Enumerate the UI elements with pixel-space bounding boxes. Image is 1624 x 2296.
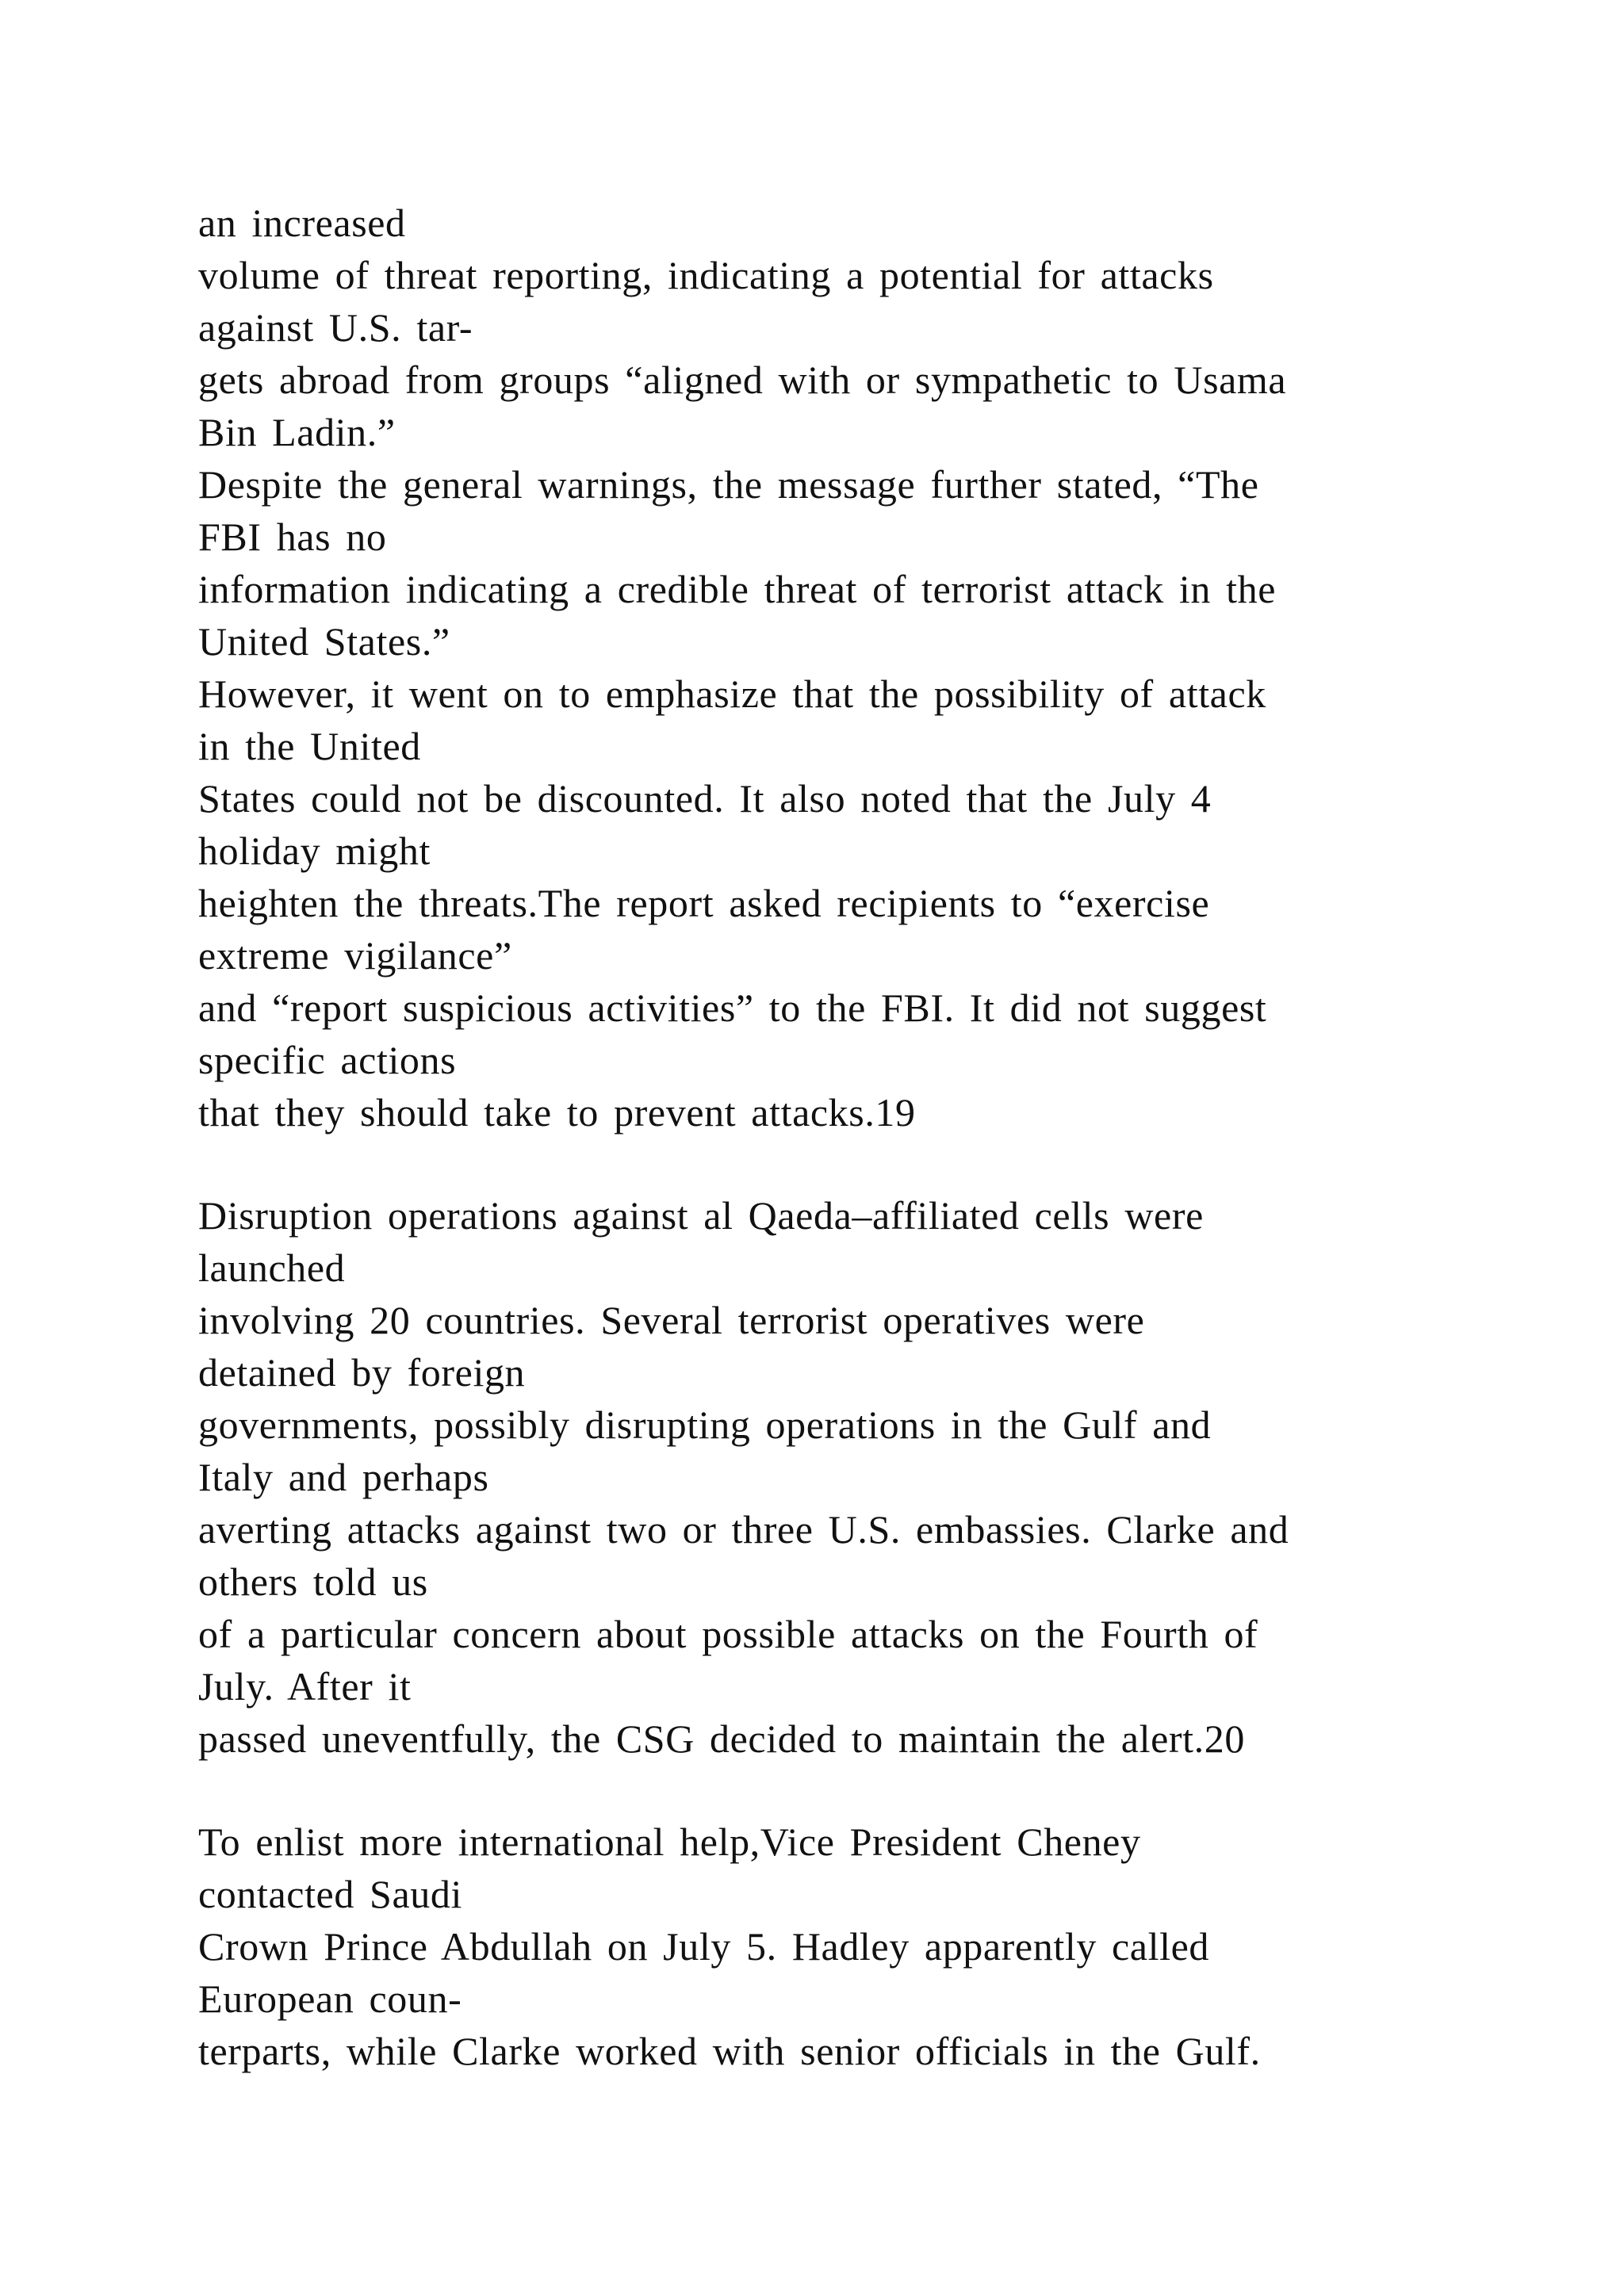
text-line: European coun- — [198, 1976, 462, 2021]
text-line: To enlist more international help,Vice President Cheney — [198, 1820, 1141, 1864]
text-line: Disruption operations against al Qaeda–affiliated cells were — [198, 1193, 1204, 1238]
text-line: holiday might — [198, 828, 431, 873]
text-line: July. After it — [198, 1664, 412, 1709]
text-line: Bin Ladin.” — [198, 410, 396, 454]
paragraph-2 — [198, 1189, 1546, 1765]
paragraph-1 — [198, 197, 1546, 1138]
text-line: passed uneventfully, the CSG decided to maintain the alert.20 — [198, 1716, 1245, 1761]
text-line: that they should take to prevent attacks.19 — [198, 1090, 916, 1135]
text-line: volume of threat reporting, indicating a potential for attacks — [198, 253, 1214, 297]
text-line: governments, possibly disrupting operations in the Gulf and — [198, 1402, 1212, 1447]
text-line: detained by foreign — [198, 1350, 526, 1395]
text-line: States could not be discounted. It also noted that the July 4 — [198, 776, 1212, 821]
text-line: an increased — [198, 201, 406, 245]
text-line: terparts, while Clarke worked with senior officials in the Gulf. — [198, 2029, 1261, 2073]
paragraph-spacer — [198, 1138, 1546, 1189]
text-line: averting attacks against two or three U.S. embassies. Clarke and — [198, 1507, 1289, 1552]
text-line: others told us — [198, 1559, 428, 1604]
text-line: gets abroad from groups “aligned with or sympathetic to Usama — [198, 358, 1287, 402]
text-line: specific actions — [198, 1038, 457, 1082]
text-line: in the United — [198, 724, 421, 768]
text-line: FBI has no — [198, 515, 387, 559]
text-line: heighten the threats.The report asked recipients to “exercise — [198, 881, 1210, 925]
paragraph-spacer — [198, 1765, 1546, 1816]
text-line: United States.” — [198, 619, 450, 664]
text-line: Despite the general warnings, the message further stated, “The — [198, 462, 1259, 507]
text-line: Italy and perhaps — [198, 1455, 489, 1499]
text-line: of a particular concern about possible attacks on the Fourth of — [198, 1612, 1258, 1656]
text-line: launched — [198, 1246, 346, 1290]
text-line: Crown Prince Abdullah on July 5. Hadley apparently called — [198, 1924, 1209, 1969]
text-line: extreme vigilance” — [198, 933, 512, 978]
text-line: However, it went on to emphasize that the possibility of attack — [198, 672, 1266, 716]
paragraph-3 — [198, 1816, 1546, 2077]
text-line: against U.S. tar- — [198, 305, 473, 350]
text-line: contacted Saudi — [198, 1872, 462, 1916]
text-line: involving 20 countries. Several terrorist operatives were — [198, 1298, 1145, 1342]
text-line: information indicating a credible threat of terrorist attack in the — [198, 567, 1276, 611]
text-line: and “report suspicious activities” to the FBI. It did not suggest — [198, 985, 1267, 1030]
document-body — [198, 197, 1546, 2077]
